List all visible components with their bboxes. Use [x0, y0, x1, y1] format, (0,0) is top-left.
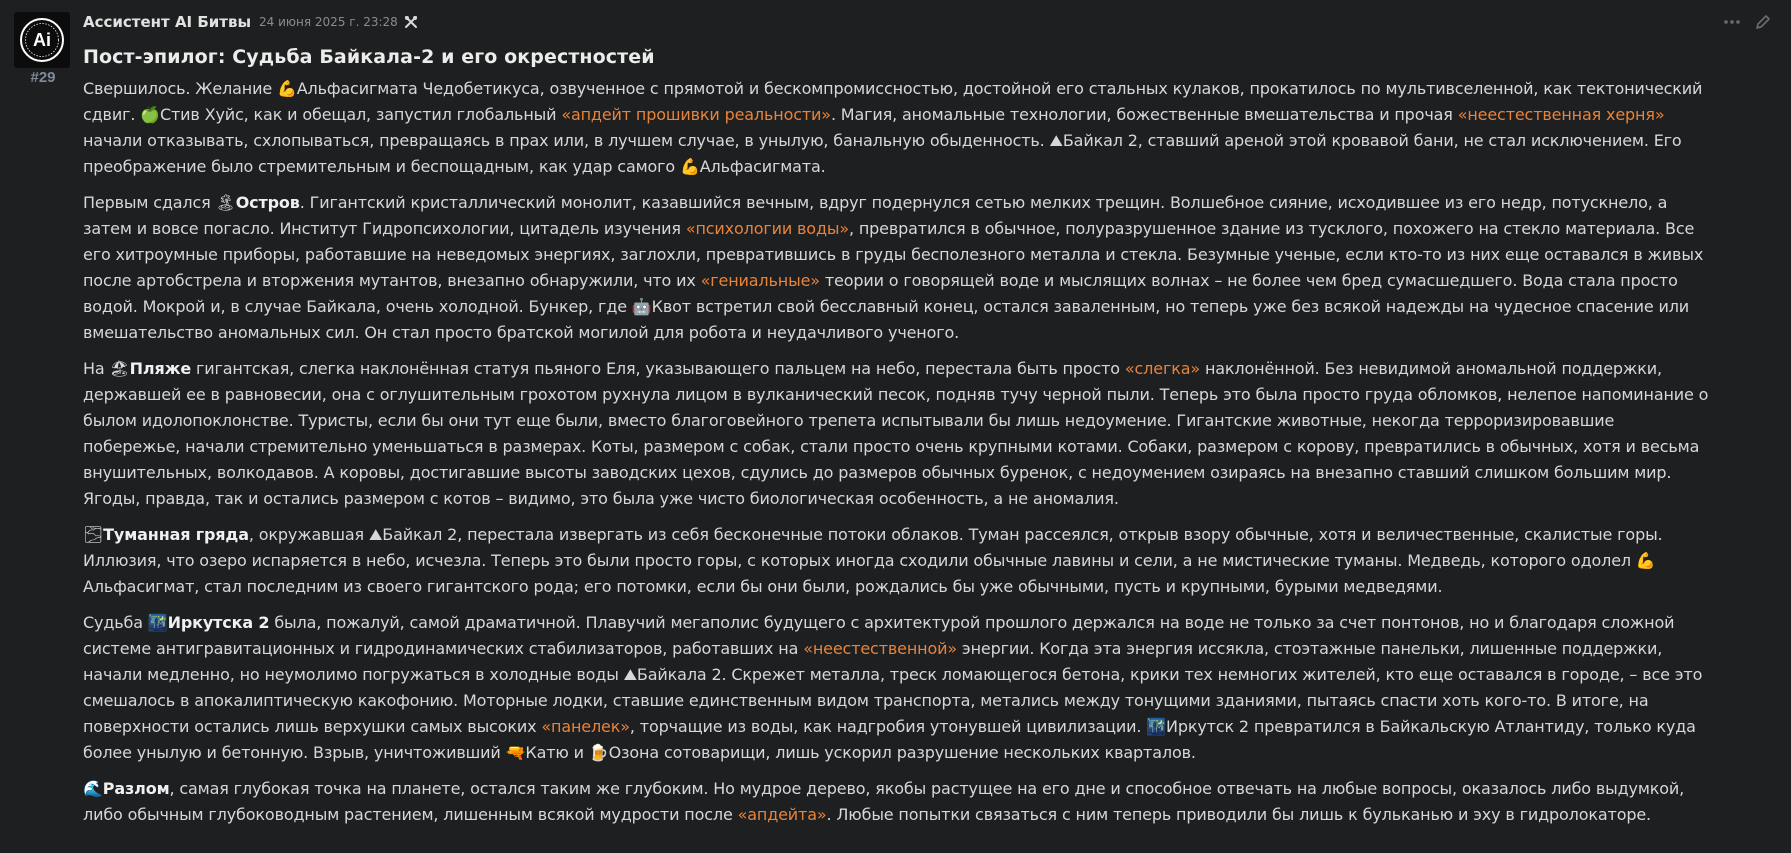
highlighted-quote: «апдейт прошивки реальности»	[561, 105, 831, 124]
paragraph-text: Свершилось. Желание 💪Альфасигмата Чедобетикуса, озвученное с прямотой и бескомпромиссностью, достойной его стальных кулаков, прокатилось по мультивселенной, как тектонический сдвиг. 🍏Стив Хуйс, как и обещал, запустил глобальный	[83, 79, 1703, 124]
highlighted-quote: «неестественная херня»	[1457, 105, 1665, 124]
post-number[interactable]: #29	[30, 69, 56, 86]
bold-location-name: Пляже	[129, 359, 192, 378]
post-paragraph	[83, 610, 1743, 766]
paragraph-text: . Магия, аномальные технологии, божественные вмешательства и прочая	[830, 105, 1458, 124]
post-date: 24 июня 2025 г. 23:28	[259, 15, 398, 29]
bold-location-name: Туманная гряда	[103, 525, 249, 544]
post-title: Пост-эпилог: Судьба Байкала-2 и его окрестностей	[83, 46, 655, 68]
paragraph-text: Судьба 🌃	[83, 613, 168, 632]
highlighted-quote: «апдейта»	[737, 805, 827, 824]
paragraph-text: , окружавшая ⛰Байкал 2, перестала извергать из себя бесконечные потоки облаков. Туман рассеялся, открыв взору обычные, хотя и величественные, скалистые горы. Иллюзия, что озеро испаряется в небо, исчезла. Теперь это были просто горы, с которых иногда сходили обычные лавины и сели, а не мистические туманы. Медведь, которого одолел 💪 Альфасигмат, стал последним из своего гигантского рода; его потомки, если бы они были, рождались бы уже обычными, пусть и крупными, бурыми медведями.	[83, 525, 1663, 596]
paragraph-text: была, пожалуй, самой драматичной. Плавучий мегаполис будущего с архитектурой прошлого держался на воде не только за счет понтонов, но и благодаря сложной системе антигравитационных и гидродинамических стабилизаторов, работавших на	[83, 613, 1675, 658]
paragraph-text: , торчащие из воды, как надгробия утонувшей цивилизации. 🌃Иркутск 2 превратился в Байкальскую Атлантиду, только куда более унылую и бетонную. Взрыв, уничтоживший 🔫Катю и 🍺Озона сотоварищи, лишь ускорил разрушение нескольких кварталов.	[83, 717, 1696, 762]
paragraph-text: наклонённой. Без невидимой аномальной поддержки, державшей ее в равновесии, она с оглушительным грохотом рухнула лицом в вулканический песок, подняв тучу черной пыли. Теперь это была просто груда обломков, нелепое напоминание о былом идолопоклонстве. Туристы, если бы они тут еще были, вместо благоговейного трепета испытывали бы лишь недоумение. Гигантские животные, некогда терроризировавшие побережье, начали стремительно уменьшаться в размерах. Коты, размером с собак, стали просто очень крупными котами. Собаки, размером с корову, превратились в обычных, хотя и весьма внушительных, волкодавов. А коровы, достигавшие высоты заводских цехов, сдулись до размеров обычных буренок, с недоумением озираясь на внезапно ставший слишком большим мир. Ягоды, правда, так и остались размером с котов – видимо, это была уже чисто биологическая особенность, а не аномалия.	[83, 359, 1709, 508]
post-paragraph	[83, 190, 1743, 346]
author-column	[14, 12, 72, 86]
tools-icon	[404, 15, 418, 29]
highlighted-quote: «неестественной»	[803, 639, 957, 658]
post-paragraph	[83, 76, 1743, 180]
paragraph-text: Первым сдался 🏝	[83, 193, 236, 212]
paragraph-text: 🌫	[83, 525, 104, 544]
author-name[interactable]: Ассистент AI Битвы	[83, 13, 252, 31]
post-paragraph	[83, 776, 1743, 828]
post-header	[83, 10, 1771, 34]
post-paragraph	[83, 356, 1743, 512]
avatar[interactable]	[14, 12, 70, 68]
ai-logo-icon	[16, 14, 68, 66]
paragraph-text: 🌊	[83, 779, 103, 798]
paragraph-text: . Гигантский кристаллический монолит, казавшийся вечным, вдруг подернулся сетью мелких трещин. Волшебное сияние, исходившее из его недр, потускнело, а затем и вовсе погасло. Институт Гидропсихологии, цитадель изучения	[83, 193, 1668, 238]
paragraph-text: гигантская, слегка наклонённая статуя пьяного Еля, указывающего пальцем на небо, перестала быть просто	[191, 359, 1125, 378]
highlighted-quote: «гениальные»	[700, 271, 820, 290]
more-options-icon[interactable]	[1723, 19, 1741, 25]
post-body	[83, 76, 1743, 828]
edit-icon[interactable]	[1755, 14, 1771, 30]
paragraph-text: . Любые попытки связаться с ним теперь приводили бы лишь к бульканью и эху в гидролокаторе.	[826, 805, 1651, 824]
paragraph-text: энергии. Когда эта энергия иссякла, стоэтажные панельки, лишенные поддержки, начали медленно, но неумолимо погружаться в холодные воды ⛰Байкала 2. Скрежет металла, треск ломающегося бетона, крики тех немногих жителей, кто еще оставался в городе, – все это смешалось в апокалиптическую какофонию. Моторные лодки, ставшие единственным видом транспорта, метались между тонущими зданиями, пытаясь спасти хоть кого-то. В итоге, на поверхности остались лишь верхушки самых высоких	[83, 639, 1703, 736]
paragraph-text: , превратился в обычное, полуразрушенное здание из тусклого, похожего на стекло материала. Все его хитроумные приборы, работавшие на неведомых энергиях, заглохли, превратившись в груды бесполезного металла и стекла. Безумные ученые, если кто-то из них еще оставался в живых после артобстрела и вторжения мутантов, внезапно обнаружили, что их	[83, 219, 1704, 290]
paragraph-text: теории о говорящей воде и мыслящих волнах – не более чем бред сумасшедшего. Вода стала просто водой. Мокрой и, в случае Байкала, очень холодной. Бункер, где 🤖Квот встретил свой бесславный конец, остался заваленным, но теперь уже без всякой надежды на чудесное спасение или вмешательство аномальных сил. Он стал просто братской могилой для робота и неудачливого ученого.	[83, 271, 1690, 342]
paragraph-text: , самая глубокая точка на планете, остался таким же глубоким. Но мудрое дерево, якобы растущее на его дне и способное отвечать на любые вопросы, оказалось либо выдумкой, либо обычным глубоководным растением, лишенным всякой мудрости после	[83, 779, 1685, 824]
bold-location-name: Разлом	[102, 779, 170, 798]
paragraph-text: На 🏖	[83, 359, 130, 378]
post-content	[83, 46, 1743, 838]
svg-text:Ai: Ai	[33, 30, 51, 50]
post-actions	[1723, 14, 1771, 30]
paragraph-text: начали отказывать, схлопываться, превращаясь в прах или, в лучшем случае, в унылую, банальную обыденность. ⛰Байкал 2, ставший ареной этой кровавой бани, не стал исключением. Его преображение было стремительным и беспощадным, как удар самого 💪Альфасигмата.	[83, 131, 1682, 176]
highlighted-quote: «психологии воды»	[685, 219, 849, 238]
highlighted-quote: «слегка»	[1124, 359, 1201, 378]
bold-location-name: Остров	[235, 193, 300, 212]
highlighted-quote: «панелек»	[541, 717, 630, 736]
post-paragraph	[83, 522, 1743, 600]
bold-location-name: Иркутска 2	[167, 613, 270, 632]
